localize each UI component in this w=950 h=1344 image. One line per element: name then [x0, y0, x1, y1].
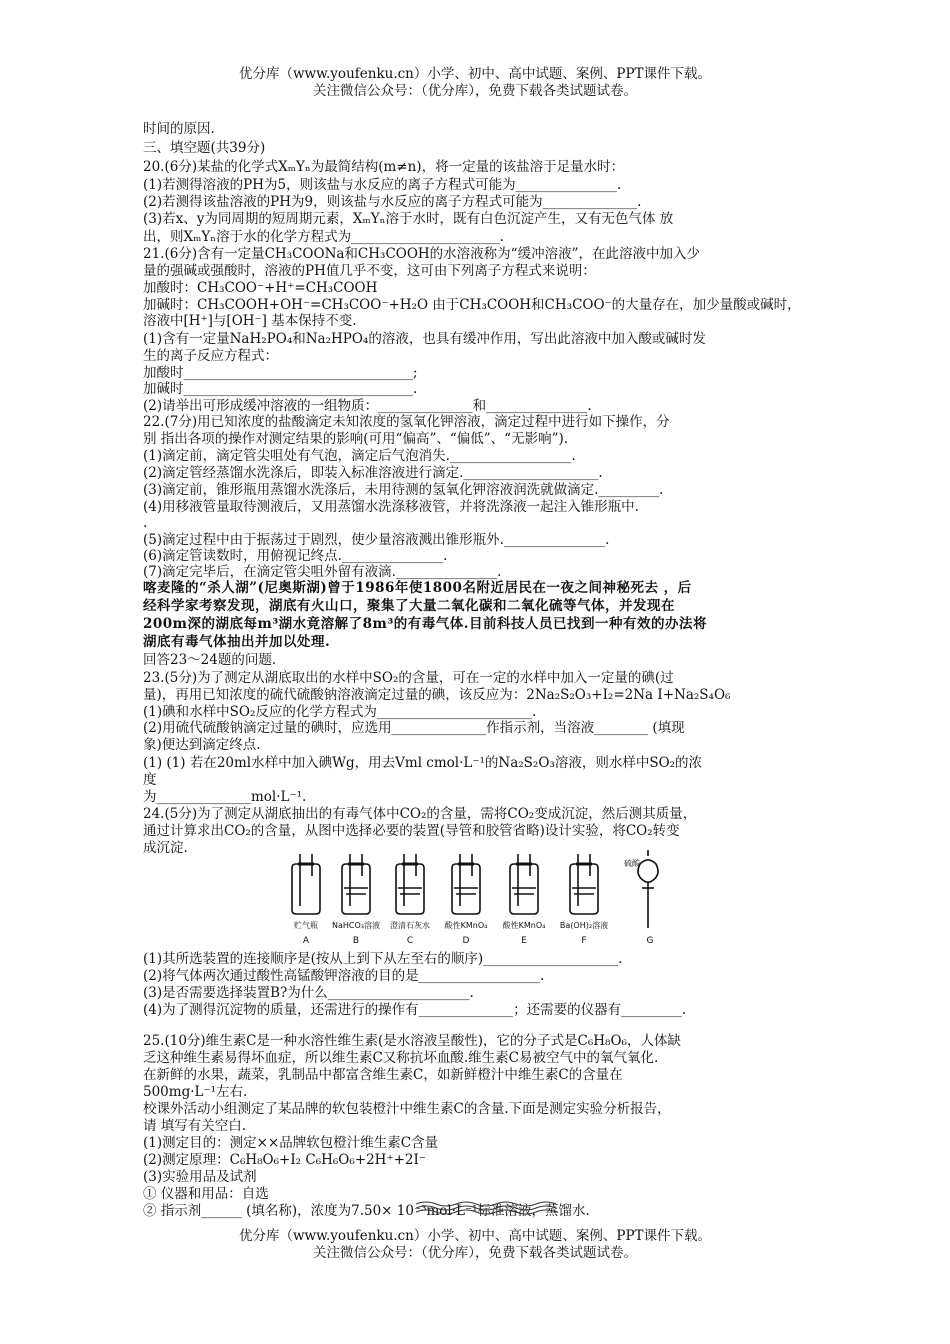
- bottle-d: [452, 854, 480, 914]
- question-22: 22.(7分)用已知浓度的盐酸滴定未知浓度的氢氧化钾溶液，滴定过程中进行如下操作，分: [143, 414, 670, 430]
- label-f: Ba(OH)₂溶液: [559, 921, 609, 930]
- label-c: 澄清石灰水: [390, 921, 430, 930]
- question-25: 25.(10分)维生素C是一种水溶性维生素(是水溶液呈酸性)，它的分子式是C₆H₈O₆，人体缺: [143, 1033, 681, 1049]
- footer-line-2: 关注微信公众号：（优分库），免费下载各类试题试卷。: [313, 1245, 637, 1261]
- text-line: 加碱时__________________________________.: [143, 381, 418, 397]
- bottle-e: [510, 854, 538, 914]
- text-line: 溶液中[H⁺]与[OH⁻] 基本保持不变.: [143, 313, 357, 329]
- question-24: 24.(5分)为了测定从湖底抽出的有毒气体中CO₂的含量，需将CO₂变成沉淀，然后测其质量，: [143, 806, 697, 822]
- passage-line: 200m深的湖底每m³湖水竟溶解了8m³的有毒气体.目前科技人员已找到一种有效的办法将: [143, 616, 707, 632]
- text-line: (5)滴定过程中由于振荡过于剧烈，使少量溶液溅出锥形瓶外._______________.: [143, 532, 610, 548]
- question-23: 23.(5分)为了测定从湖底取出的水样中SO₂的含量，可在一定的水样中加入一定量的碘(过: [143, 670, 674, 686]
- label-b: NaHCO₃溶液: [332, 921, 380, 930]
- text-line: 为______________mol·L⁻¹.: [143, 789, 307, 805]
- text-line: 通过计算求出CO₂的含量，从图中选择必要的装置(导管和胶管省略)设计实验，将CO₂转变: [143, 823, 680, 839]
- text-line: 加酸时：CH₃COO⁻+H⁺=CH₃COOH: [143, 280, 378, 296]
- bottle-f: [570, 854, 598, 914]
- text-line: (2)用硫代硫酸钠滴定过量的碘时，应选用______________作指示剂，当溶液________ (填现: [143, 720, 685, 736]
- text-line: 成沉淀.: [143, 840, 188, 856]
- text-line: 象)便达到滴定终点.: [143, 737, 261, 753]
- text-line: (2)若测得该盐溶液的PH为9，则该盐与水反应的离子方程式可能为______________.: [143, 194, 642, 210]
- apparatus-figure: [280, 846, 680, 946]
- text-line: 校课外活动小组测定了某品牌的软包装橙汁中维生素C的含量.下面是测定实验分析报告，: [143, 1101, 671, 1117]
- text-line: 别 指出各项的操作对测定结果的影响(可用“偏高”、“偏低”、“无影响”).: [143, 431, 569, 447]
- text-line: (1)滴定前，滴定管尖咀处有气泡，滴定后气泡消失.__________________.: [143, 448, 576, 464]
- text-line: (2)滴定管经蒸馏水洗涤后，即装入标准溶液进行滴定.____________________.: [143, 465, 603, 481]
- text-line: (4)用移液管量取待测液后，又用蒸馏水洗涤移液管，并将洗涤液一起注入锥形瓶中.: [143, 499, 639, 515]
- text-line: 500mg·L⁻¹左右.: [143, 1084, 248, 1100]
- text-line: (7)滴定完毕后，在滴定管尖咀外留有液滴._______________.: [143, 564, 502, 580]
- text-line: 请 填写有关空白.: [143, 1118, 247, 1134]
- question-21: 21.(6分)含有一定量CH₃COONa和CH₃COOH的水溶液称为“缓冲溶液”，在此溶液中加入少: [143, 246, 700, 262]
- separatory-funnel-g: [638, 850, 658, 928]
- text-line: (4)为了测得沉淀物的质量，还需进行的操作有______________；还需要的仪器有_________.: [143, 1002, 687, 1018]
- text-line: 回答23～24题的问题.: [143, 652, 277, 668]
- text-line: ① 仪器和用品：自选: [143, 1186, 269, 1202]
- bottle-b: [342, 854, 370, 914]
- text-line: 在新鲜的水果，蔬菜，乳制品中都富含维生素C，如新鲜橙汁中维生素C的含量在: [143, 1067, 623, 1083]
- letter-f: F: [581, 936, 587, 946]
- letter-g: G: [646, 936, 654, 946]
- text-line: 加碱时：CH₃COOH+OH⁻=CH₃COO⁻+H₂O 由于CH₃COOH和CH₃COO⁻的大量存在，加少量酸或碱时，: [143, 297, 801, 313]
- bottle-a: [292, 854, 320, 914]
- header-line-1: 优分库（www.youfenku.cn）小学、初中、高中试题、案例、PPT课件下载。: [238, 66, 712, 82]
- text-line: 出，则XₘYₙ溶于水的化学方程式为______________________.: [143, 229, 504, 245]
- text-line: (3)滴定前，锥形瓶用蒸馏水洗涤后，未用待测的氢氧化钾溶液润洗就做滴定._________.: [143, 482, 664, 498]
- text-line: (1)碘和水样中SO₂反应的化学方程式为_______________________.: [143, 704, 537, 720]
- text-line: 加酸时__________________________________;: [143, 365, 418, 381]
- label-d: 酸性KMnO₄: [444, 921, 488, 930]
- footer-line-1: 优分库（www.youfenku.cn）小学、初中、高中试题、案例、PPT课件下载。: [238, 1228, 712, 1244]
- apparatus-diagram: [280, 846, 680, 946]
- letter-b: B: [352, 936, 360, 946]
- header-line-2: 关注微信公众号：（优分库），免费下载各类试题试卷。: [313, 83, 637, 99]
- section-heading: 三、填空题(共39分): [143, 140, 266, 156]
- letter-a: A: [302, 936, 310, 946]
- bottle-c: [396, 854, 424, 914]
- text-line: (3)是否需要选择装置B?为什么_____________________.: [143, 985, 474, 1001]
- page-footer: [0, 1228, 950, 1262]
- text-line: 量的强碱或强酸时，溶液的PH值几乎不变，这可由下列离子方程式来说明：: [143, 263, 596, 279]
- text-line: (1) (1) 若在20ml水样中加入碘Wg，用去Vml cmol·L⁻¹的Na₂S₂O₃溶液，则水样中SO₂的浓: [143, 755, 703, 771]
- text-line: (1)其所选装置的连接顺序是(按从上到下从左至右的顺序)____________________.: [143, 951, 623, 967]
- text-line: 时间的原因.: [143, 121, 215, 137]
- text-line: (6)滴定管读数时，用俯视记终点._______________.: [143, 548, 448, 564]
- text-line: (1)含有一定量NaH₂PO₄和Na₂HPO₄的溶液，也具有缓冲作用，写出此溶液中加入酸或碱时发: [143, 331, 706, 347]
- letter-c: C: [406, 936, 414, 946]
- text-line: (1)测定目的：测定××品牌软包橙汁维生素C含量: [143, 1135, 439, 1151]
- label-a: 贮气瓶: [294, 921, 318, 930]
- page-header: [0, 66, 950, 100]
- text-line: (2)测定原理：C₆H₈O₆+I₂ C₆H₆O₆+2H⁺+2I⁻: [143, 1152, 426, 1168]
- text-line: (2)将气体两次通过酸性高锰酸钾溶液的目的是__________________.: [143, 968, 545, 984]
- text-line: (1)若测得溶液的PH为5，则该盐与水反应的离子方程式可能为_______________.: [143, 177, 622, 193]
- wavy-mark-icon: [414, 1199, 564, 1215]
- text-line: ② 指示剂______ (填名称)，浓度为7.50× 10⁻³mol·L⁻¹标准溶液，蒸馏水.: [143, 1203, 590, 1219]
- passage-line: 湖底有毒气体抽出并加以处理.: [143, 634, 331, 650]
- label-g: 硫酸: [624, 859, 640, 868]
- passage-line: 经科学家考察发现，湖底有火山口，聚集了大量二氧化碳和二氧化硫等气体，并发现在: [143, 598, 675, 614]
- text-line: 生的离子反应方程式：: [143, 348, 278, 364]
- label-e: 酸性KMnO₄: [502, 921, 546, 930]
- text-line: (3)实验用品及试剂: [143, 1169, 257, 1185]
- text-line: (2)请举出可形成缓冲溶液的一组物质：______________和_______________.: [143, 398, 592, 414]
- letter-e: E: [521, 936, 527, 946]
- text-line: 度: [143, 772, 157, 788]
- passage-line: 喀麦隆的“杀人湖”(尼奥斯湖)曾于1986年使1800名附近居民在一夜之间神秘死去 ，后: [143, 580, 692, 596]
- letter-d: D: [462, 936, 470, 946]
- text-line: .: [143, 515, 148, 531]
- question-20: 20.(6分)某盐的化学式XₘYₙ为最简结构(m≠n)，将一定量的该盐溶于足量水时：: [143, 159, 625, 175]
- text-line: (3)若x、y为同周期的短周期元素，XₘYₙ溶于水时，既有白色沉淀产生，又有无色气体 放: [143, 211, 674, 227]
- text-line: 乏这种维生素易得坏血症，所以维生素C又称抗坏血酸.维生素C易被空气中的氧气氧化.: [143, 1050, 659, 1066]
- text-line: 量)，再用已知浓度的硫代硫酸钠溶液滴定过量的碘，该反应为：2Na₂S₂O₃+I₂=2Na I+Na₂S₄O₆: [143, 687, 731, 703]
